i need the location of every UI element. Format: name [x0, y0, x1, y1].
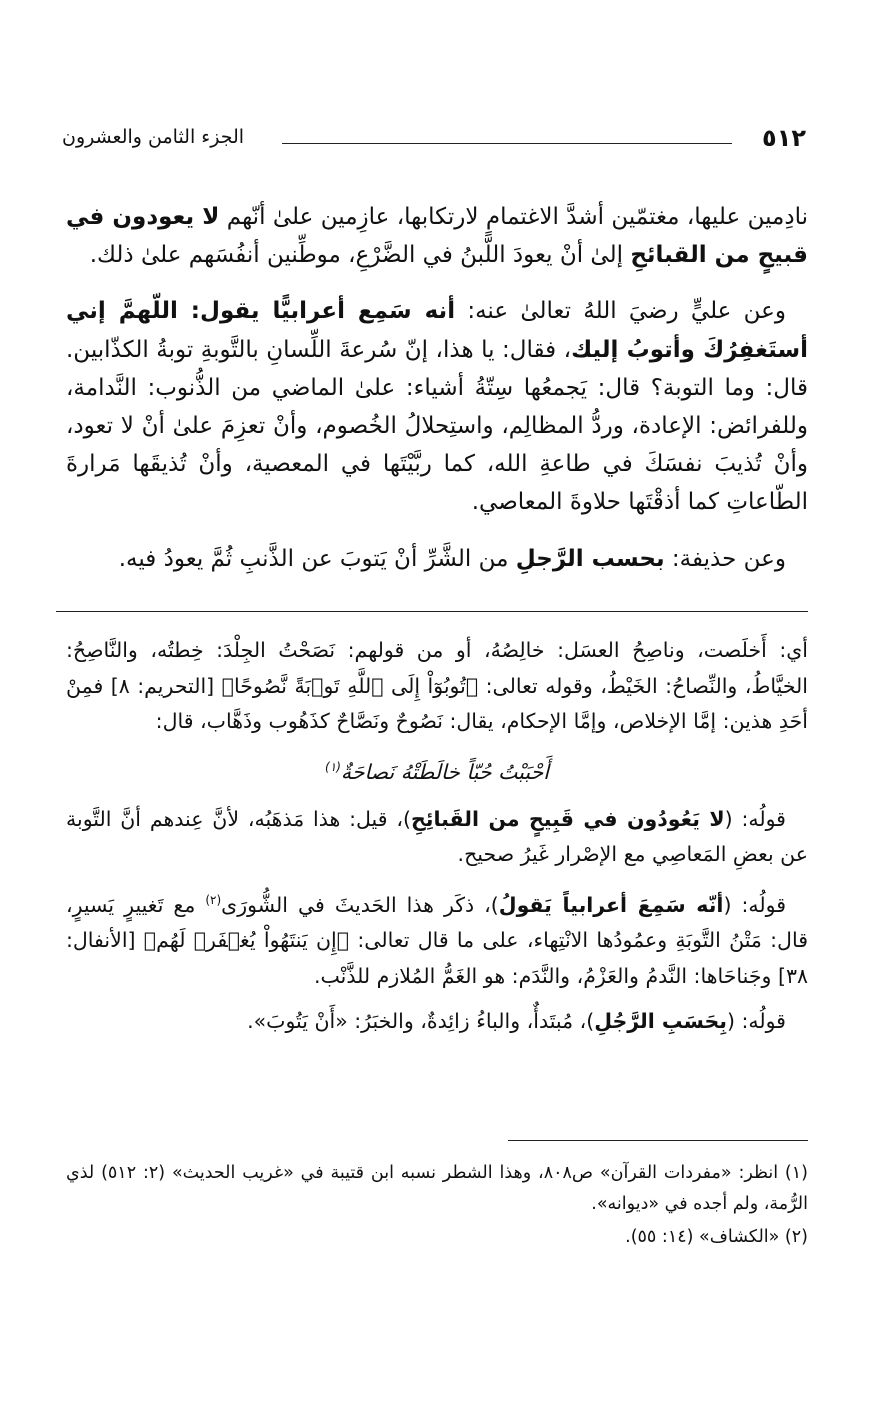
commentary	[66, 633, 808, 1050]
c3-text-c: )، ذكَر هذا الحَديثَ في الشُّورَى	[221, 892, 499, 917]
section-divider	[56, 611, 808, 612]
c4-bold: بِحَسَبِ الرَّجُلِ	[594, 1009, 727, 1034]
c2-text-a: قولُه: (	[724, 806, 786, 831]
page-header	[62, 122, 806, 166]
poetry-verse	[66, 750, 808, 790]
main-p3-bold: بحسب الرَّجلِ	[515, 545, 665, 572]
main-p1-text-c: إلىٰ أنْ يعودَ اللَّبنُ في الضَّرْعِ، موطِّنين أنفُسَهم علىٰ ذلك.	[89, 242, 631, 269]
main-p1-bold: لا يعودون في قبيحٍ من القبائحِ	[66, 204, 808, 269]
running-title: الجزء الثامن والعشرون	[62, 126, 245, 148]
c2-text-c: )، قيل: هذا مَذهَبُه، لأنَّ عِندهم أنَّ التَّوبة عن بعضِ المَعاصِي مع الإصْرار غَيرُ صحيح.	[66, 806, 808, 867]
c4-text-c: )، مُبتَدأٌ، والباءُ زائِدةٌ، والخبَرُ: «أَنْ يَتُوبَ».	[247, 1009, 595, 1034]
footnote-1: (١) انظر: «مفردات القرآن» ص٨٠٨، وهذا الشطر نسبه ابن قتيبة في «غريب الحديث» (٢: ٥١٢) لذي الرُّمة، ولم أجده في «ديوانه».	[66, 1163, 808, 1214]
main-paragraph-2	[66, 292, 808, 521]
c3-text-a: قولُه: (	[723, 892, 786, 917]
footnote-rule	[508, 1140, 808, 1141]
main-p3-text-c: من الشَّرِّ أنْ يَتوبَ عن الذَّنبِ ثُمَّ يعودُ فيه.	[118, 545, 516, 572]
main-p3-text-a: وعن حذيفة:	[664, 545, 786, 572]
commentary-paragraph-2	[66, 802, 808, 873]
commentary-paragraph-1: أي: أَخلَصت، وناصِحُ العسَل: خالِصُهُ، أو من قولهم: نَصَحْتُ الجِلْدَ: خِطتُه، والنَّاصِحُ: الخيَّاطُ، والنِّصاحُ: الخَيْطُ، وقوله تعالى: ﴿تُوبُوٓاْ إِلَى ٱللَّهِ تَوۡبَةً نَّصُوحًا﴾ [التحريم: ٨] فمِنْ أحَدِ هذين: إمَّا الإخلاص، وإمَّا الإحكام، يقال: نَصُوحٌ ونَصَّاحٌ كذَهُوب وذَهَّاب، قال:	[66, 638, 808, 733]
main-paragraph-3	[66, 540, 808, 578]
c3-text-d: مع تَغييرٍ يَسيرٍ، قال: مَتْنُ التَّوبَةِ وعمُودُها الانْتِهاء، على ما قال تعالى: ﴿إِن يَنتَهُواْ يُغۡفَرۡ لَهُم﴾ [الأنفال: ٣٨] وجَناحَاها: النَّدمُ والعَزْمُ، والنَّدَم: هو الغَمُّ المُلازم للذَّنْب.	[66, 892, 808, 988]
main-p1-text-a: نادِمين عليها، مغتمّين أشدَّ الاغتمامِ لارتكابها، عازِمين علىٰ أنّهم	[219, 204, 808, 230]
header-rule	[282, 143, 732, 144]
c3-bold: أنّه سَمِعَ أعرابياً يَقولُ	[498, 892, 724, 917]
main-p2-bold: أنه سَمِع أعرابيًّا يقول: اللّهمَّ إني أستَغفِرُكَ وأتوبُ إليك	[66, 298, 808, 363]
main-p2-text-c: ، فقال: يا هذا، إنّ سُرعةَ اللِّسانِ بالتَّوبةِ توبةُ الكذّابين. قال: وما التوبة؟ قال: يَجمعُها سِتّةُ أشياء: علىٰ الماضي من الذُّنوب: النَّدامة، وللفرائض: الإعادة، وردُّ المظالِم، واستِحلالُ الخُصوم، وأنْ تعزِمَ علىٰ أنْ لا تعود، وأنْ تُذيبَ نفسَكَ في طاعةِ الله، كما ربَّيْتَها في المعصية، وأنْ تُذيقَها مَرارةَ الطّاعاتِ كما أذقْتَها حلاوةَ المعاصي.	[66, 336, 808, 516]
footnote-ref-1: (١)	[325, 759, 341, 774]
footnote-2: (٢) «الكشاف» (١٤: ٥٥).	[625, 1227, 808, 1247]
commentary-paragraph-3	[66, 883, 808, 994]
page-number: ٥١٢	[762, 124, 806, 152]
footnote-ref-2: (٢)	[205, 892, 222, 907]
commentary-paragraph-4	[66, 1004, 808, 1040]
footnotes	[66, 1158, 808, 1255]
verse-text: أَحْبَبْتُ حُبّاً خالَطَتْهُ نَصاحَةٌ	[340, 759, 549, 784]
main-paragraph-1	[66, 198, 808, 274]
c4-text-a: قولُه: (	[726, 1009, 786, 1034]
main-text	[66, 198, 808, 596]
c2-bold: لا يَعُودُون في قَبِيحٍ من القَبائِحِ	[410, 806, 725, 831]
main-p2-text-a: وعن عليٍّ رضيَ اللهُ تعالىٰ عنه:	[455, 298, 786, 325]
